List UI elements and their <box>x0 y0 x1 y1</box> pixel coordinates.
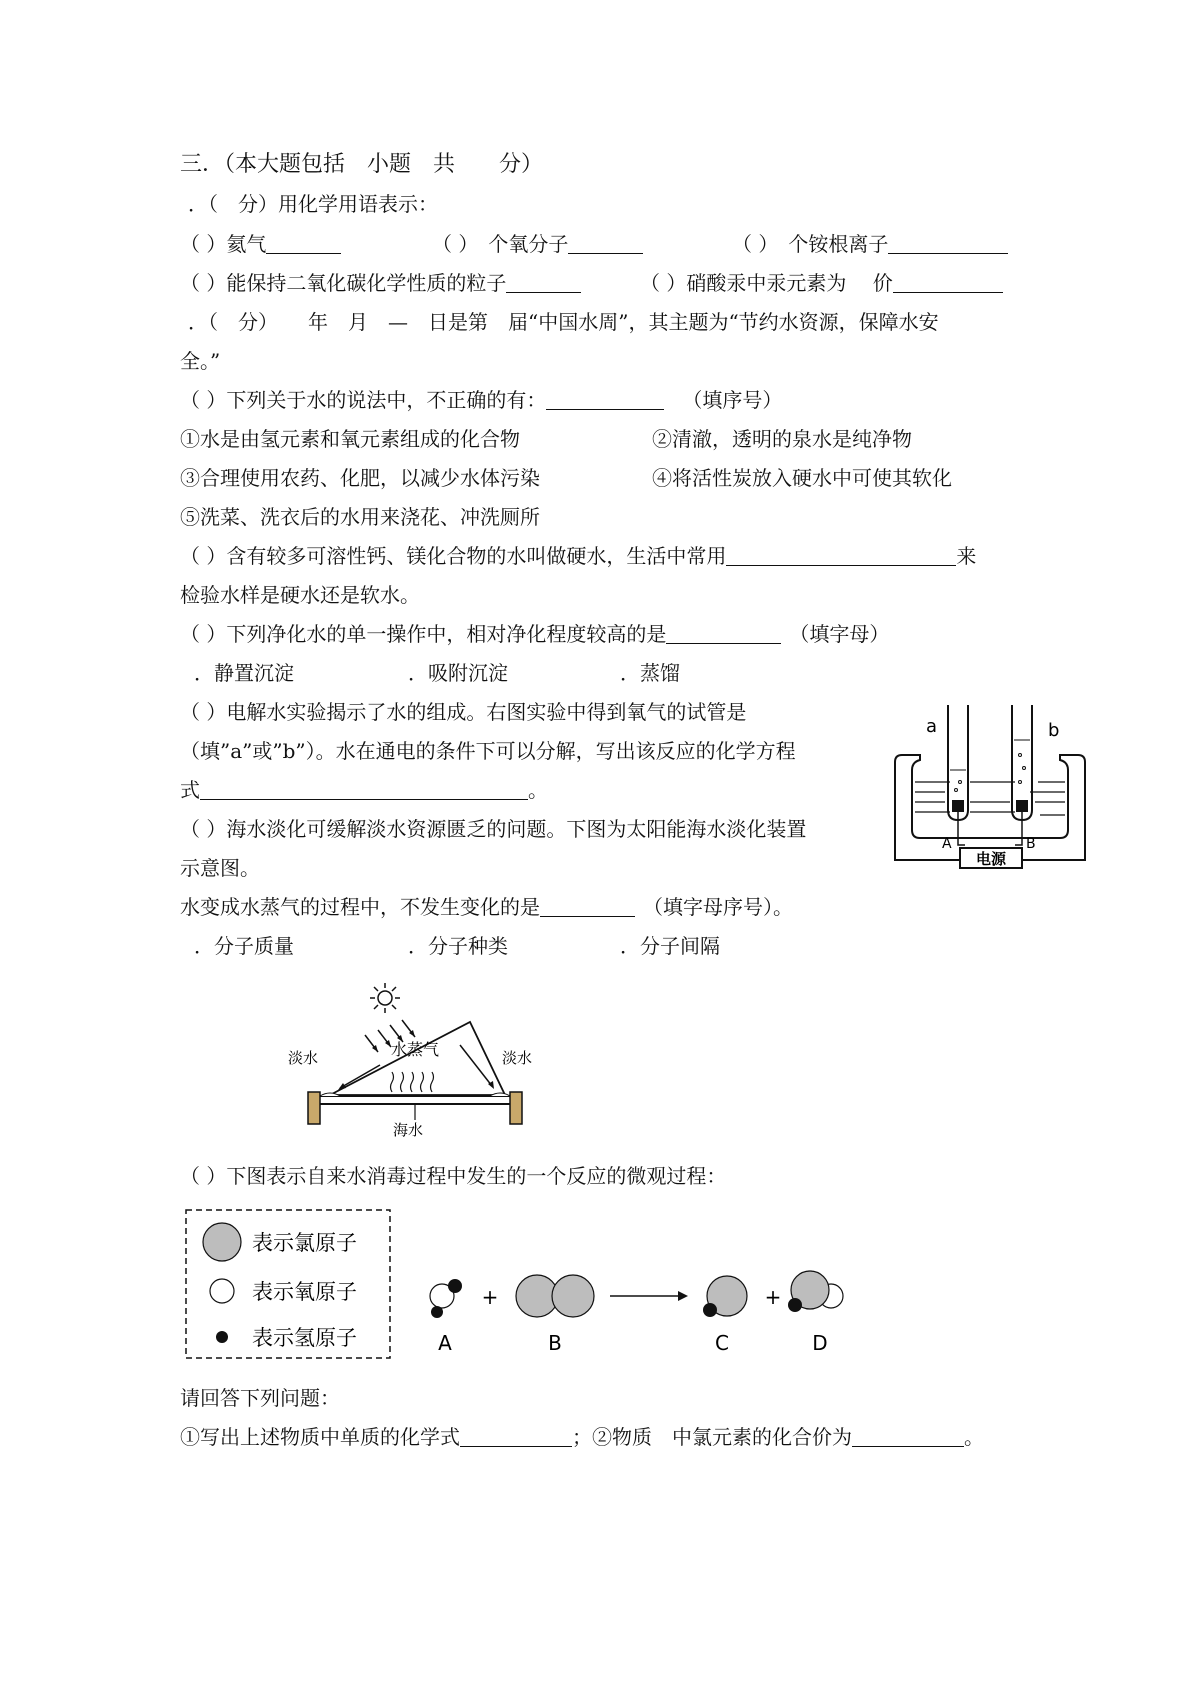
legend-o-atom <box>210 1279 234 1303</box>
q1-e: （ ）硝酸汞中汞元素为 价 <box>640 271 893 295</box>
fresh-water-right: 淡水 <box>502 1049 533 1067</box>
ask2-blank[interactable] <box>852 1426 964 1447</box>
q2-p4-line1: （ ）电解水实验揭示了水的组成。右图实验中得到氧气的试管是 <box>180 700 747 724</box>
q2-p2-suffix: 来 <box>956 544 977 568</box>
ask-line <box>180 1424 984 1450</box>
label-A: A <box>438 1331 452 1355</box>
q2-p5-line2: 示意图。 <box>180 856 260 880</box>
q2-p5-text: 水变成水蒸气的过程中，不发生变化的是 <box>180 895 540 919</box>
q2-p3-optB: ．吸附沉淀 <box>408 661 508 685</box>
desalination-diagram <box>288 980 540 1140</box>
plus-2: + <box>764 1285 782 1309</box>
molecule-A <box>430 1279 462 1318</box>
label-B: B <box>548 1331 562 1355</box>
electrode-A-label: A <box>942 836 952 852</box>
legend-cl: 表示氯原子 <box>252 1231 357 1255</box>
q2-p4-line2: （填”a”或”b”）。水在通电的条件下可以分解，写出该反应的化学方程 <box>180 739 796 763</box>
plus-1: + <box>481 1285 499 1309</box>
q2-p5-suffix: （填字母序号）。 <box>643 895 793 919</box>
q2-p3-optA: ．静置沉淀 <box>194 661 294 685</box>
q2-p5-blank[interactable] <box>540 896 635 917</box>
q2-opt1: ①水是由氢元素和氧元素组成的化合物 <box>180 427 520 451</box>
q2-opt5: ⑤洗菜、洗衣后的水用来浇花、冲洗厕所 <box>180 505 540 529</box>
molecule-B <box>516 1275 594 1317</box>
legend-h: 表示氢原子 <box>252 1326 357 1350</box>
label-D: D <box>812 1331 828 1355</box>
q1-b: （ ） 个氧分子 <box>432 232 569 256</box>
ask-heading: 请回答下列问题： <box>180 1386 340 1410</box>
legend-cl-atom <box>203 1223 241 1261</box>
vapor-label: 水蒸气 <box>391 1040 440 1059</box>
power-label: 电源 <box>975 850 1007 868</box>
legend-o: 表示氧原子 <box>252 1280 357 1304</box>
q1-a: （ ）氦气 <box>180 232 267 256</box>
q2-p5-line1: （ ）海水淡化可缓解淡水资源匮乏的问题。下图为太阳能海水淡化装置 <box>180 817 807 841</box>
q2-stem-1: ．（ 分） 年 月 — 日是第 届“中国水周”，其主题为“节约水资源，保障水安 <box>188 310 939 334</box>
q2-p3-optC: ．蒸馏 <box>620 661 680 685</box>
reaction-arrow <box>678 1291 688 1301</box>
molecule-C <box>703 1276 747 1317</box>
q2-p4-l3a: 式 <box>180 778 200 802</box>
q1-row1-c <box>732 231 1008 257</box>
q2-p5-line3 <box>180 894 793 920</box>
q1-row1-b <box>432 231 643 257</box>
q1-a-blank[interactable] <box>266 233 341 254</box>
q1-row1 <box>180 231 341 257</box>
q2-p6: （ ）下图表示自来水消毒过程中发生的一个反应的微观过程： <box>180 1164 727 1188</box>
q2-p4-line3 <box>180 777 548 803</box>
q1-row2 <box>180 270 581 296</box>
q2-p2-line1 <box>180 543 976 569</box>
q2-p1-suffix: （填序号） <box>682 388 783 412</box>
q2-opt4: ④将活性炭放入硬水中可使其软化 <box>652 466 952 490</box>
q2-stem-2: 全。” <box>180 349 221 373</box>
q1-d-blank[interactable] <box>506 272 581 293</box>
q1-b-blank[interactable] <box>568 233 643 254</box>
ask1-text: ①写出上述物质中单质的化学式 <box>180 1425 460 1449</box>
reaction-diagram <box>180 1204 900 1364</box>
ask1-blank[interactable] <box>460 1426 572 1447</box>
q1-c-blank[interactable] <box>888 233 1008 254</box>
tube-b-label: b <box>1048 720 1060 741</box>
label-C: C <box>715 1331 729 1355</box>
ask1c-text: 。 <box>964 1425 984 1449</box>
electrolysis-diagram <box>890 700 1090 870</box>
q2-p2-line2: 检验水样是硬水还是软水。 <box>180 583 420 607</box>
q2-p5-optA: ．分子质量 <box>194 934 294 958</box>
q2-p4-blank[interactable] <box>200 779 528 800</box>
electrode-B-label: B <box>1026 836 1036 852</box>
q2-p5-optC: ．分子间隔 <box>620 934 720 958</box>
q1-e-blank[interactable] <box>893 272 1003 293</box>
sun-icon <box>370 983 400 1013</box>
q1-stem: ．（ 分）用化学用语表示： <box>188 192 438 216</box>
q2-opt3: ③合理使用农药、化肥，以减少水体污染 <box>180 466 540 490</box>
legend-h-atom <box>216 1331 228 1343</box>
tube-a-label: a <box>926 716 938 737</box>
q2-p3-suffix: （填字母） <box>789 622 890 646</box>
section-title: 三．（本大题包括 小题 共 分） <box>180 152 544 177</box>
q2-p5-optB: ．分子种类 <box>408 934 508 958</box>
q2-p4-l3b: 。 <box>528 778 548 802</box>
q2-p2-text: （ ）含有较多可溶性钙、镁化合物的水叫做硬水，生活中常用 <box>180 544 727 568</box>
q1-row2-e <box>640 270 1003 296</box>
q1-c: （ ） 个铵根离子 <box>732 232 889 256</box>
q2-p1 <box>180 387 782 413</box>
fresh-water-left: 淡水 <box>288 1049 319 1067</box>
q2-opt2: ②清澈，透明的泉水是纯净物 <box>652 427 912 451</box>
q2-p3-blank[interactable] <box>666 623 781 644</box>
q2-p3 <box>180 621 889 647</box>
q2-p3-text: （ ）下列净化水的单一操作中，相对净化程度较高的是 <box>180 622 667 646</box>
molecule-D <box>788 1271 843 1312</box>
ask1b-text: ；②物质 中氯元素的化合价为 <box>572 1425 852 1449</box>
q2-p1-text: （ ）下列关于水的说法中，不正确的有： <box>180 388 547 412</box>
q2-p2-blank[interactable] <box>726 545 956 566</box>
q2-p1-blank[interactable] <box>546 389 664 410</box>
sea-water-label: 海水 <box>393 1121 424 1139</box>
q1-d: （ ）能保持二氧化碳化学性质的粒子 <box>180 271 507 295</box>
